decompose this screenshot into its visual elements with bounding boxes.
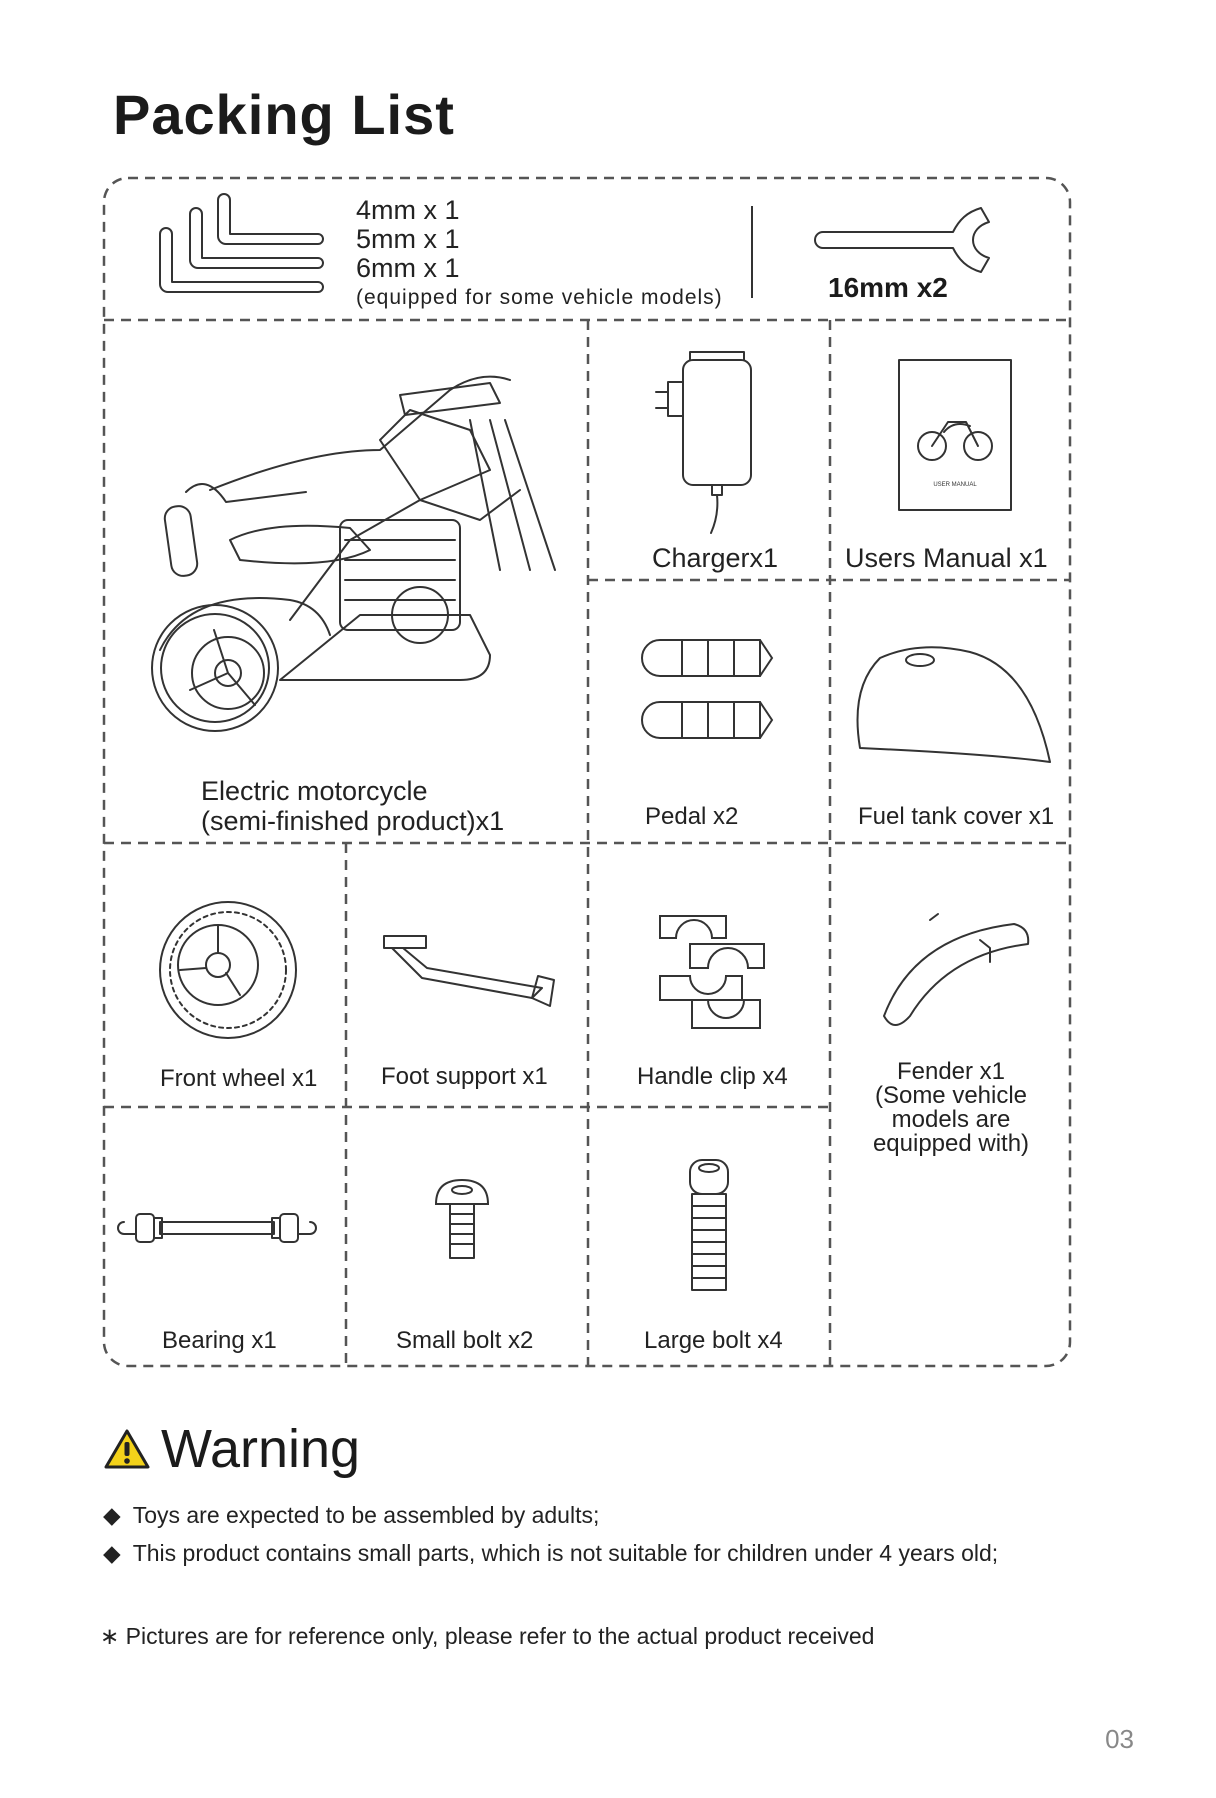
fender-icon: [884, 914, 1028, 1025]
warning-triangle-icon: [103, 1428, 151, 1470]
motorcycle-label-line: (semi-finished product)x1: [201, 806, 505, 836]
foot-support-label: Foot support x1: [381, 1063, 548, 1090]
warning-item: [103, 1534, 998, 1572]
warning-heading: [103, 1418, 360, 1480]
handle-clip-label: Handle clip x4: [637, 1063, 788, 1090]
pedal-label: Pedal x2: [645, 803, 739, 830]
user-manual-icon: [899, 360, 1011, 510]
hex-key-size: 4mm x 1: [356, 195, 460, 225]
handle-clip-icon: [660, 916, 764, 1028]
hex-key-size: 5mm x 1: [356, 224, 460, 254]
small-bolt-label: Small bolt x2: [396, 1327, 534, 1354]
motorcycle-label-line: Electric motorcycle: [201, 776, 428, 806]
large-bolt-label: Large bolt x4: [644, 1327, 783, 1354]
large-bolt-icon: [690, 1160, 728, 1290]
page-number: 03: [1105, 1724, 1134, 1754]
motorcycle-icon: [152, 377, 555, 731]
warning-title: Warning: [161, 1419, 361, 1479]
fuel-tank-label: Fuel tank cover x1: [858, 803, 1055, 830]
small-bolt-icon: [436, 1180, 488, 1258]
reference-note-text: Pictures are for reference only, please refer to the actual product received: [125, 1623, 875, 1649]
hex-keys-note: (equipped for some vehicle models): [356, 286, 723, 309]
warning-item-text: Toys are expected to be assembled by adults;: [132, 1502, 600, 1528]
reference-note: [100, 1623, 874, 1650]
warning-item: [103, 1496, 998, 1534]
foot-support-icon: [384, 936, 554, 1006]
bearing-icon: [118, 1214, 316, 1242]
wrench-icon: [815, 208, 989, 272]
manual-label: Users Manual x1: [845, 543, 1048, 573]
motorcycle-label: [201, 776, 504, 836]
front-wheel-label: Front wheel x1: [160, 1065, 318, 1092]
fender-label: Fender x1 (Some vehicle models are equipped with): [872, 1058, 1030, 1157]
hex-keys-label: [356, 196, 723, 312]
bearing-label: Bearing x1: [162, 1327, 277, 1354]
wrench-label: 16mm x2: [828, 272, 948, 303]
pedal-icon: [642, 640, 772, 738]
warning-item-text: This product contains small parts, which is not suitable for children under 4 years old;: [132, 1540, 999, 1566]
charger-icon: [656, 352, 751, 533]
warning-list: [103, 1496, 998, 1572]
manual-cover-title: USER MANUAL: [933, 482, 977, 488]
fuel-tank-icon: [858, 647, 1051, 762]
front-wheel-icon: [160, 902, 296, 1038]
diamond-bullet-icon: ◆: [103, 1540, 121, 1566]
hex-keys-icon: [160, 194, 323, 292]
hex-key-size: 6mm x 1: [356, 253, 460, 283]
asterisk-icon: ∗: [100, 1623, 126, 1649]
charger-label: Chargerx1: [652, 543, 779, 573]
diamond-bullet-icon: ◆: [103, 1502, 121, 1528]
page-title: Packing List: [113, 83, 455, 146]
